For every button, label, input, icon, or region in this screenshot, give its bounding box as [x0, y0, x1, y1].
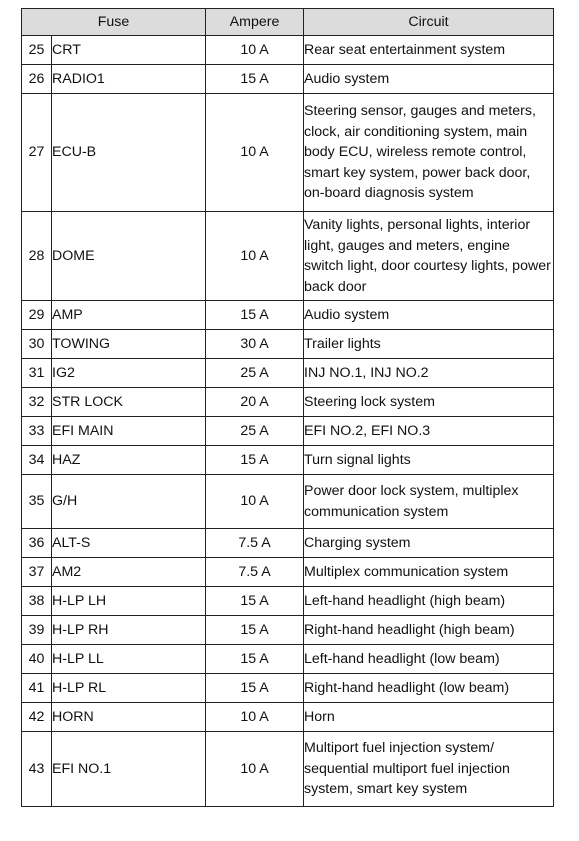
table-row [22, 475, 554, 529]
table-row [22, 94, 554, 212]
fuse-number: 43 [22, 732, 52, 807]
table-row [22, 558, 554, 587]
table-row [22, 417, 554, 446]
fuse-number: 30 [22, 330, 52, 359]
fuse-number: 34 [22, 446, 52, 475]
fuse-number: 32 [22, 388, 52, 417]
table-row [22, 330, 554, 359]
fuse-circuit: INJ NO.1, INJ NO.2 [304, 359, 554, 388]
fuse-circuit: Multiport fuel injection system/ sequential multiport fuel injection system, smart key system [304, 732, 554, 807]
table-row [22, 388, 554, 417]
fuse-name: ECU-B [52, 94, 206, 212]
fuse-circuit: Turn signal lights [304, 446, 554, 475]
fuse-name: RADIO1 [52, 65, 206, 94]
fuse-number: 27 [22, 94, 52, 212]
fuse-circuit: Right-hand headlight (high beam) [304, 616, 554, 645]
fuse-number: 35 [22, 475, 52, 529]
fuse-name: EFI NO.1 [52, 732, 206, 807]
fuse-number: 38 [22, 587, 52, 616]
fuse-circuit: Charging system [304, 529, 554, 558]
fuse-circuit: Vanity lights, personal lights, interior light, gauges and meters, engine switch light, door courtesy lights, power back door [304, 212, 554, 301]
header-circuit: Circuit [304, 9, 554, 36]
table-row [22, 36, 554, 65]
fuse-name: HORN [52, 703, 206, 732]
table-header-row [22, 9, 554, 36]
fuse-ampere: 15 A [206, 65, 304, 94]
fuse-number: 25 [22, 36, 52, 65]
fuse-ampere: 7.5 A [206, 529, 304, 558]
fuse-circuit: Right-hand headlight (low beam) [304, 674, 554, 703]
fuse-circuit: Trailer lights [304, 330, 554, 359]
fuse-name: IG2 [52, 359, 206, 388]
fuse-number: 37 [22, 558, 52, 587]
fuse-ampere: 10 A [206, 732, 304, 807]
table-row [22, 359, 554, 388]
fuse-number: 28 [22, 212, 52, 301]
fuse-name: HAZ [52, 446, 206, 475]
fuse-number: 42 [22, 703, 52, 732]
table-row [22, 529, 554, 558]
fuse-circuit: Left-hand headlight (low beam) [304, 645, 554, 674]
table-row [22, 674, 554, 703]
fuse-ampere: 10 A [206, 212, 304, 301]
fuse-name: G/H [52, 475, 206, 529]
fuse-name: AMP [52, 301, 206, 330]
fuse-name: TOWING [52, 330, 206, 359]
fuse-circuit: Audio system [304, 65, 554, 94]
table-row [22, 301, 554, 330]
fuse-name: EFI MAIN [52, 417, 206, 446]
fuse-circuit: Power door lock system, multiplex communication system [304, 475, 554, 529]
fuse-circuit: EFI NO.2, EFI NO.3 [304, 417, 554, 446]
fuse-name: H-LP LH [52, 587, 206, 616]
fuse-ampere: 20 A [206, 388, 304, 417]
fuse-ampere: 7.5 A [206, 558, 304, 587]
fuse-number: 33 [22, 417, 52, 446]
table-row [22, 703, 554, 732]
fuse-circuit: Multiplex communication system [304, 558, 554, 587]
table-row [22, 616, 554, 645]
header-ampere: Ampere [206, 9, 304, 36]
fuse-name: STR LOCK [52, 388, 206, 417]
fuse-number: 41 [22, 674, 52, 703]
fuse-name: CRT [52, 36, 206, 65]
table-row [22, 212, 554, 301]
fuse-number: 26 [22, 65, 52, 94]
fuse-number: 39 [22, 616, 52, 645]
fuse-ampere: 15 A [206, 616, 304, 645]
fuse-name: H-LP RH [52, 616, 206, 645]
fuse-ampere: 15 A [206, 645, 304, 674]
fuse-circuit: Steering sensor, gauges and meters, clock, air conditioning system, main body ECU, wireless remote control, smart key system, power back door, on-board diagnosis system [304, 94, 554, 212]
fuse-table [21, 8, 554, 807]
fuse-ampere: 15 A [206, 301, 304, 330]
fuse-number: 40 [22, 645, 52, 674]
fuse-name: ALT-S [52, 529, 206, 558]
fuse-ampere: 30 A [206, 330, 304, 359]
table-body [22, 36, 554, 807]
fuse-ampere: 10 A [206, 36, 304, 65]
table-row [22, 587, 554, 616]
fuse-circuit: Steering lock system [304, 388, 554, 417]
fuse-number: 31 [22, 359, 52, 388]
fuse-ampere: 25 A [206, 359, 304, 388]
fuse-number: 29 [22, 301, 52, 330]
fuse-ampere: 25 A [206, 417, 304, 446]
fuse-circuit: Left-hand headlight (high beam) [304, 587, 554, 616]
fuse-name: H-LP RL [52, 674, 206, 703]
fuse-name: H-LP LL [52, 645, 206, 674]
fuse-ampere: 10 A [206, 703, 304, 732]
fuse-name: AM2 [52, 558, 206, 587]
table-row [22, 732, 554, 807]
table-row [22, 65, 554, 94]
header-fuse: Fuse [22, 9, 206, 36]
fuse-ampere: 15 A [206, 446, 304, 475]
fuse-name: DOME [52, 212, 206, 301]
fuse-ampere: 10 A [206, 94, 304, 212]
table-row [22, 446, 554, 475]
fuse-ampere: 15 A [206, 587, 304, 616]
fuse-circuit: Horn [304, 703, 554, 732]
fuse-ampere: 15 A [206, 674, 304, 703]
fuse-circuit: Rear seat entertainment system [304, 36, 554, 65]
fuse-number: 36 [22, 529, 52, 558]
table-row [22, 645, 554, 674]
fuse-ampere: 10 A [206, 475, 304, 529]
fuse-circuit: Audio system [304, 301, 554, 330]
